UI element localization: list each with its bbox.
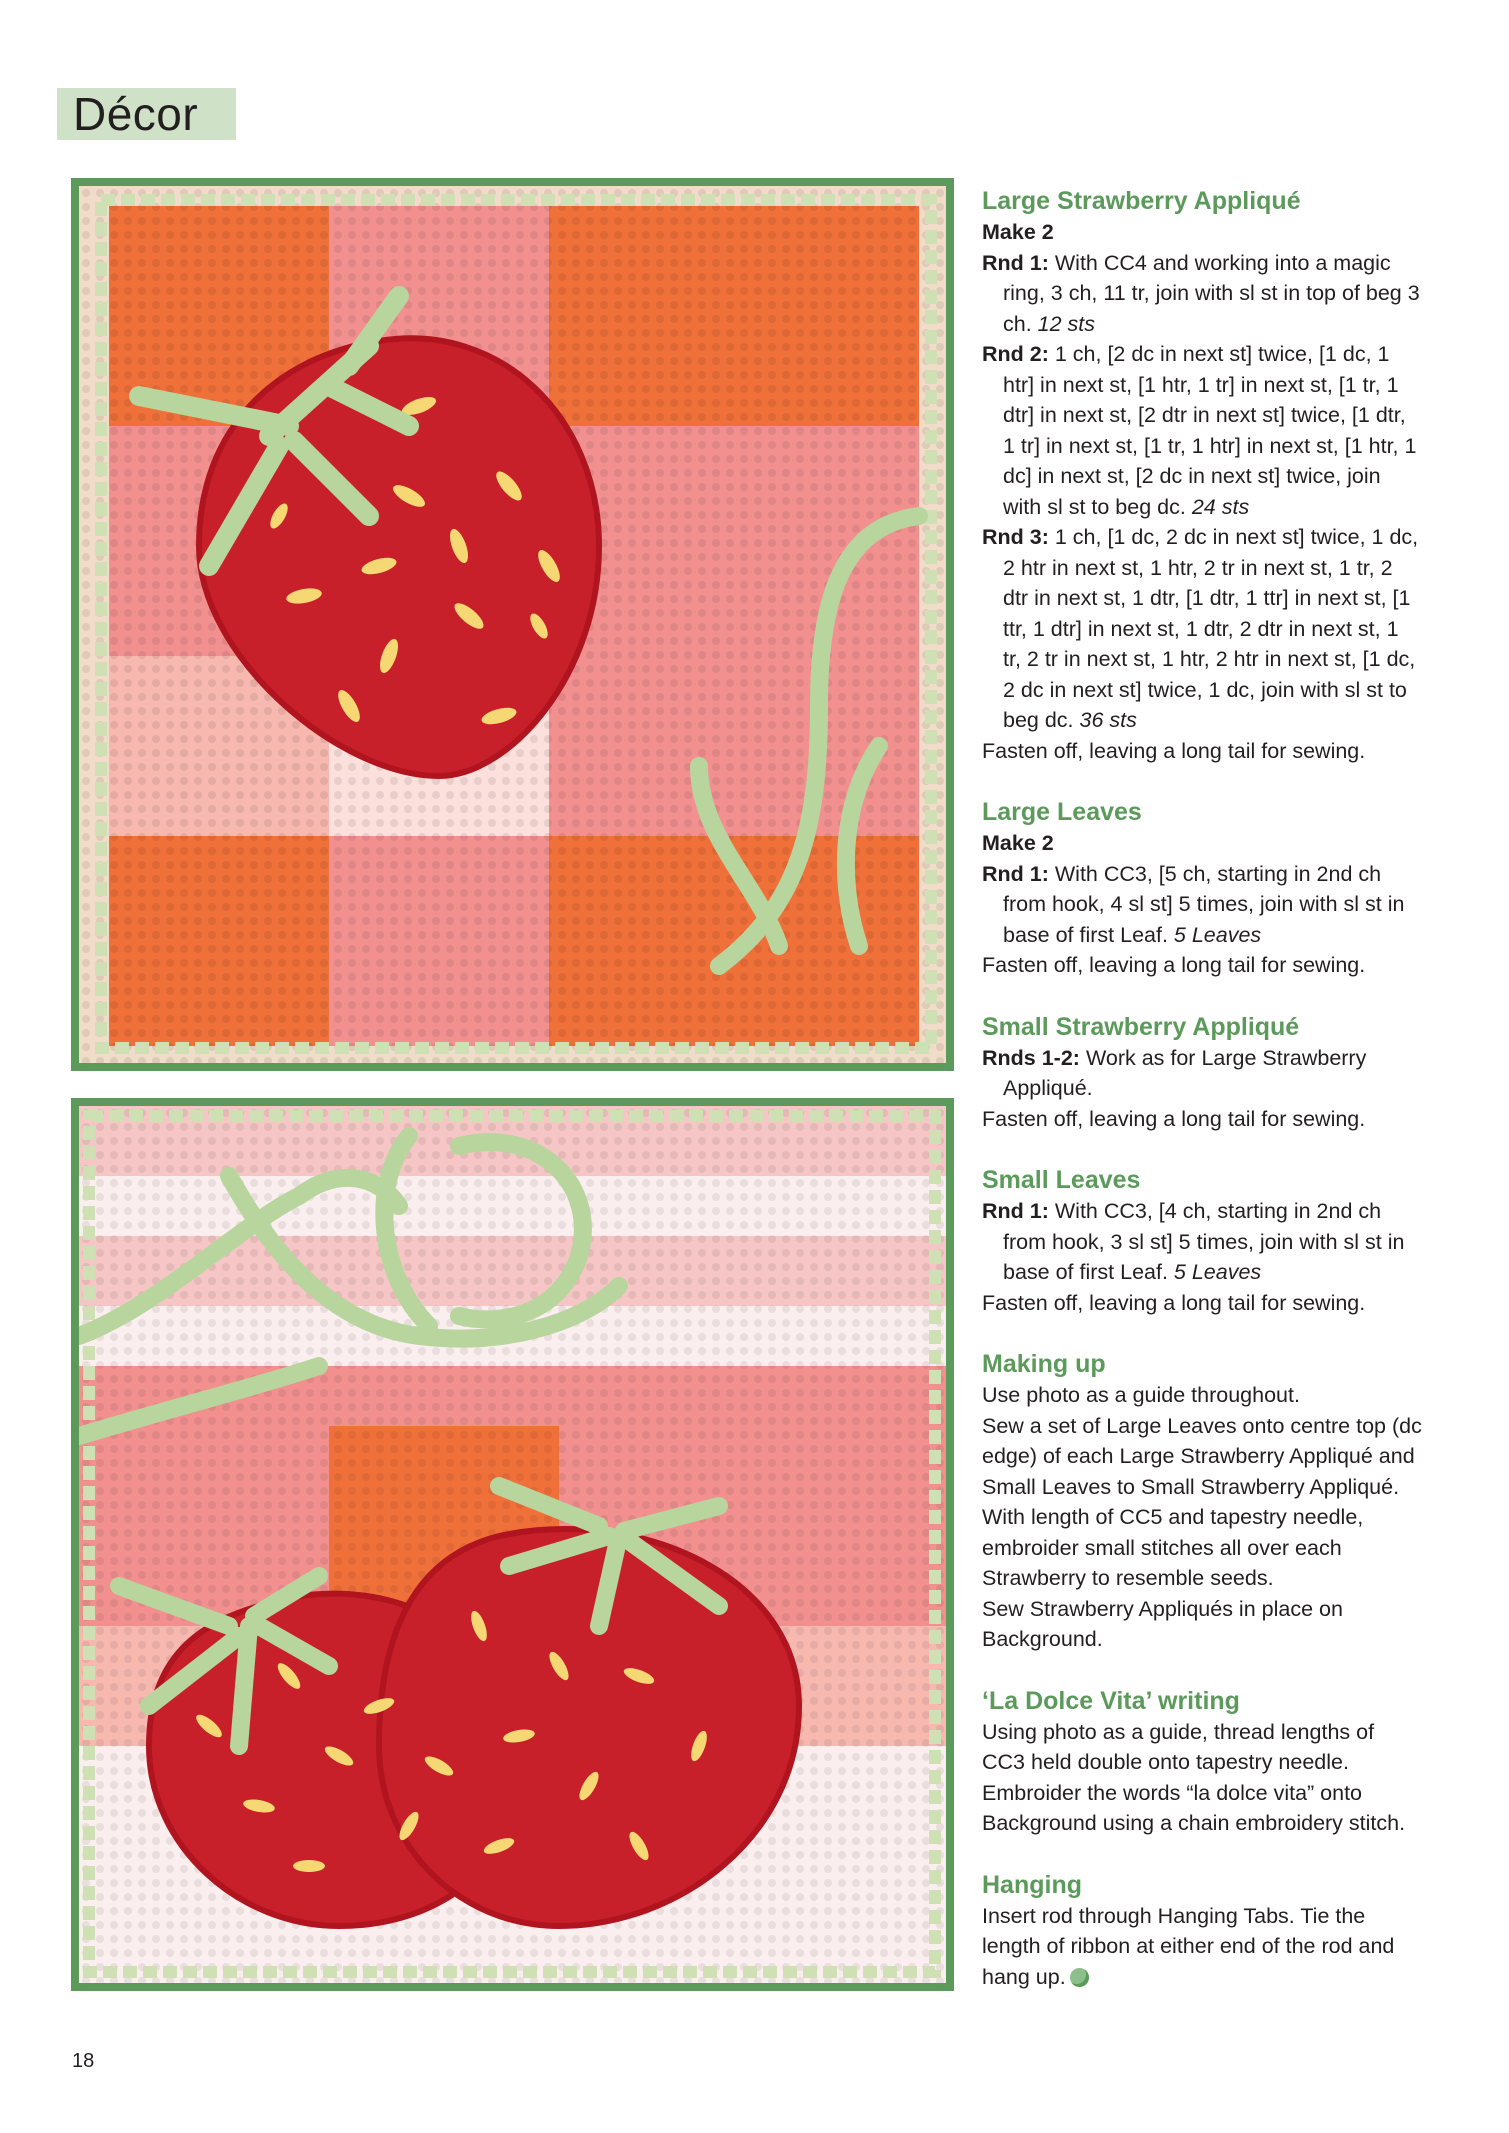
make-count: Make 2 (982, 831, 1054, 855)
heading-large-strawberry: Large Strawberry Appliqué (982, 187, 1301, 215)
stitch-count: 24 sts (1191, 494, 1250, 519)
round-label: Rnd 2: (982, 342, 1049, 366)
round-label: Rnd 1: (982, 250, 1049, 275)
heading-large-leaves: Large Leaves (982, 798, 1142, 826)
making-up-step: Sew a set of Large Leaves onto centre top (dc edge) of each Large Strawberry Appliqué and Small Leaves to Small Strawberry Appliqué. (982, 1413, 1422, 1499)
make-count: Make 2 (982, 220, 1054, 244)
fasten-off: Fasten off, leaving a long tail for sewing. (982, 953, 1366, 977)
making-up-step: With length of CC5 and tapestry needle, embroider small stitches all over each Strawberry to resemble seeds. (982, 1505, 1364, 1590)
making-up-step: Use photo as a guide throughout. (982, 1383, 1300, 1407)
fasten-off: Fasten off, leaving a long tail for sewing. (982, 738, 1366, 763)
section-small-leaves (982, 1165, 1422, 1318)
section-making-up (982, 1349, 1422, 1655)
photo-small-strawberries (71, 1098, 954, 1991)
fasten-off: Fasten off, leaving a long tail for sewing. (982, 1290, 1366, 1315)
fasten-off: Fasten off, leaving a long tail for sewing. (982, 1106, 1366, 1131)
section-writing (982, 1686, 1422, 1839)
photo-large-strawberry (71, 178, 954, 1071)
round-label: Rnds 1-2: (982, 1045, 1080, 1070)
hanging-step (982, 1901, 1422, 1993)
round-text: Work as for Large Strawberry Appliqué. (1003, 1045, 1367, 1100)
yarn-ball-icon (1070, 1968, 1089, 1987)
section-small-strawberry (982, 1012, 1422, 1135)
hanging-text: Insert rod through Hanging Tabs. Tie the length of ribbon at either end of the rod and hang up. (982, 1903, 1395, 1989)
heading-writing: ‘La Dolce Vita’ writing (982, 1686, 1240, 1715)
round-text: With CC3, [5 ch, starting in 2nd ch from hook, 4 sl st] 5 times, join with sl st in base of first Leaf. (1003, 861, 1405, 947)
writing-step: Using photo as a guide, thread lengths of CC3 held double onto tapestry needle. Embroider the words “la dolce vita” onto Background using a chain embroidery stitch. (982, 1719, 1406, 1835)
rounds-1-2 (982, 1043, 1422, 1104)
round-label: Rnd 3: (982, 525, 1049, 549)
round-3 (982, 522, 1422, 736)
round-1 (982, 1196, 1422, 1288)
round-label: Rnd 1: (982, 1199, 1049, 1223)
round-text: With CC4 and working into a magic ring, 3 ch, 11 tr, join with sl st in top of beg 3 ch. (1003, 250, 1420, 336)
round-1 (982, 248, 1422, 340)
photo-large-strawberry-art (79, 186, 946, 1063)
section-hanging (982, 1870, 1422, 1993)
round-text: 1 ch, [2 dc in next st] twice, [1 dc, 1 htr] in next st, [1 htr, 1 tr] in next st, [1 tr, 1 dtr] in next st, [2 dtr in next st] twice, [1 dtr, 1 tr] in next st, [1 tr, 1 htr] in next st, [1 htr, 1 dc] in next st, [2 dc in next st] twice, join with sl st to beg dc. (1003, 342, 1417, 519)
round-text: 1 ch, [1 dc, 2 dc in next st] twice, 1 dc, 2 htr in next st, 1 htr, 2 tr in next st, 1 tr, 2 dtr in next st, 1 dtr, [1 dtr, 1 ttr] in next st, [1 ttr, 1 dtr] in next st, 1 dtr, 2 dtr in next st, 1 tr, 2 tr in next st, 1 htr, 2 htr in next st, [1 dc, 2 dc in next st] twice, 1 dc, join with sl st to beg dc. (1003, 525, 1419, 732)
heading-small-leaves: Small Leaves (982, 1166, 1141, 1194)
stitch-count: 36 sts (1079, 708, 1137, 732)
section-large-strawberry (982, 186, 1422, 766)
heading-hanging: Hanging (982, 1870, 1082, 1899)
page-number: 18 (72, 2050, 95, 2072)
stitch-count: 5 Leaves (1173, 1260, 1262, 1284)
stitch-count: 12 sts (1037, 311, 1096, 336)
round-2 (982, 339, 1422, 522)
stitch-count: 5 Leaves (1173, 922, 1262, 947)
round-text: With CC3, [4 ch, starting in 2nd ch from hook, 3 sl st] 5 times, join with sl st in base of first Leaf. (1003, 1199, 1405, 1284)
photo-small-strawberries-art (79, 1106, 946, 1983)
pattern-instructions (982, 186, 1422, 2023)
heading-making-up: Making up (982, 1350, 1106, 1378)
heading-small-strawberry: Small Strawberry Appliqué (982, 1012, 1300, 1041)
round-1 (982, 859, 1422, 951)
making-up-step: Sew Strawberry Appliqués in place on Background. (982, 1596, 1343, 1651)
round-label: Rnd 1: (982, 861, 1049, 886)
section-tag: Décor (57, 88, 236, 140)
section-large-leaves (982, 797, 1422, 981)
